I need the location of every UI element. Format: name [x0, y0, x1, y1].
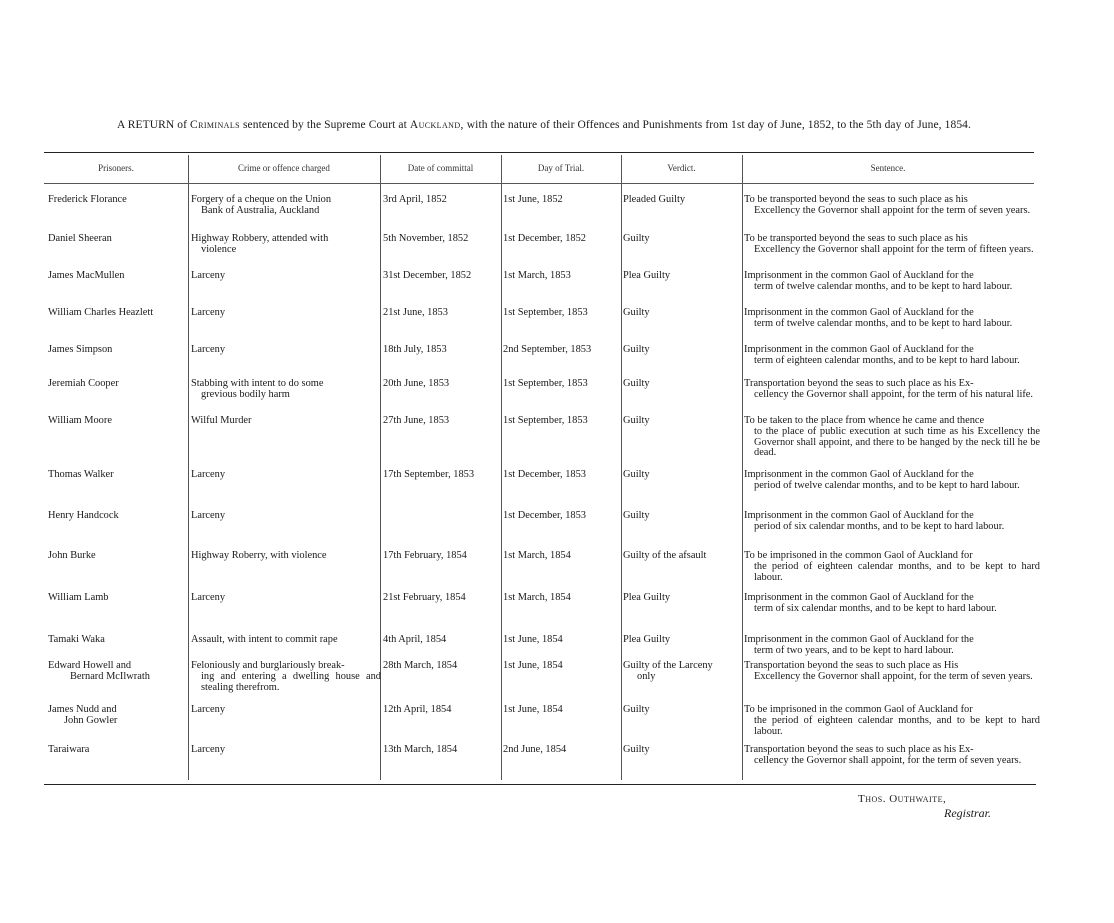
- verdict-cell: Guilty: [623, 344, 650, 355]
- sentence-cell: To be transported beyond the seas to such place as his Excellency the Governor shall appoint for the term of seven years.: [744, 194, 1031, 216]
- sentence-cell: Transportation beyond the seas to such place as his Ex- cellency the Governor shall appoint, for the term of his natural life.: [744, 378, 1034, 400]
- committal-date: 17th February, 1854: [383, 550, 467, 561]
- committal-date: 31st December, 1852: [383, 270, 472, 281]
- prisoner-name: William Charles Heazlett: [48, 307, 154, 318]
- crime-cell: Larceny: [191, 510, 226, 521]
- trial-date: 1st September, 1853: [503, 307, 588, 318]
- verdict-cell: Plea Guilty: [623, 592, 671, 603]
- verdict-cell: Guilty: [623, 469, 650, 480]
- trial-date: 1st March, 1854: [503, 550, 571, 561]
- verdict-cell: Guilty: [623, 233, 650, 244]
- trial-date: 1st June, 1854: [503, 660, 563, 671]
- prisoner-name: Daniel Sheeran: [48, 233, 112, 244]
- column-divider: [742, 155, 743, 780]
- verdict-cell: Plea Guilty: [623, 634, 671, 645]
- column-divider: [501, 155, 502, 780]
- column-divider: [621, 155, 622, 780]
- trial-date: 1st June, 1852: [503, 194, 563, 205]
- sentence-cell: To be imprisoned in the common Gaol of Auckland for the period of eighteen calendar months, and to be kept to hard labour.: [744, 704, 1040, 737]
- trial-date: 1st December, 1853: [503, 510, 586, 521]
- prisoner-name: Thomas Walker: [48, 469, 114, 480]
- committal-date: 20th June, 1853: [383, 378, 450, 389]
- committal-date: 5th November, 1852: [383, 233, 469, 244]
- trial-date: 1st June, 1854: [503, 704, 563, 715]
- sentence-cell: Transportation beyond the seas to such place as his Ex- cellency the Governor shall appoint, for the term of seven years.: [744, 744, 1022, 766]
- header-prisoners: Prisoners.: [98, 163, 134, 173]
- committal-date: 21st June, 1853: [383, 307, 448, 318]
- committal-date: 21st February, 1854: [383, 592, 466, 603]
- header-trial: Day of Trial.: [537, 163, 585, 173]
- verdict-cell: Pleaded Guilty: [623, 194, 686, 205]
- sentence-cell: To be taken to the place from whence he came and thence to the place of public execution at such time as his Excellency the Governor shall appoint, and there to be hanged by the neck till he be dead.: [744, 415, 1040, 459]
- registrar-signature: [858, 792, 991, 820]
- trial-date: 2nd June, 1854: [503, 744, 567, 755]
- verdict-cell: Guilty of the Larceny only: [623, 660, 713, 682]
- committal-date: 12th April, 1854: [383, 704, 452, 715]
- committal-date: 4th April, 1854: [383, 634, 447, 645]
- trial-date: 1st December, 1853: [503, 469, 586, 480]
- prisoner-name: James Simpson: [48, 344, 113, 355]
- header-verdict: Verdict.: [667, 163, 696, 173]
- top-rule: [44, 152, 1034, 153]
- crime-cell: Feloniously and burglariously break- ing and entering a dwelling house and stealing therefrom.: [191, 660, 381, 693]
- crime-cell: Stabbing with intent to do some grevious bodily harm: [191, 378, 324, 400]
- trial-date: 1st September, 1853: [503, 415, 588, 426]
- verdict-cell: Guilty: [623, 415, 650, 426]
- verdict-cell: Guilty: [623, 704, 650, 715]
- prisoner-name: Edward Howell and Bernard McIlwrath: [48, 660, 150, 682]
- committal-date: 18th July, 1853: [383, 344, 447, 355]
- document-title: A RETURN of Criminals sentenced by the Supreme Court at Auckland, with the nature of their Offences and Punishments from 1st day of June, 1852, to the 5th day of June, 1854.: [116, 119, 972, 131]
- prisoner-name: Tamaki Waka: [48, 634, 105, 645]
- prisoner-name: John Burke: [48, 550, 96, 561]
- prisoner-name: James Nudd and John Gowler: [48, 704, 118, 726]
- sentence-cell: Imprisonment in the common Gaol of Auckland for the term of twelve calendar months, and to be kept to hard labour.: [744, 270, 1013, 292]
- sentence-cell: Imprisonment in the common Gaol of Auckland for the period of twelve calendar months, and to be kept to hard labour.: [744, 469, 1020, 491]
- crime-cell: Larceny: [191, 270, 226, 281]
- committal-date: 28th March, 1854: [383, 660, 458, 671]
- column-divider: [188, 155, 189, 780]
- registrar-name: Thos. Outhwaite,: [858, 793, 947, 805]
- crime-cell: Larceny: [191, 704, 226, 715]
- crime-cell: Larceny: [191, 592, 226, 603]
- verdict-cell: Guilty: [623, 744, 650, 755]
- trial-date: 1st December, 1852: [503, 233, 586, 244]
- prisoner-name: Taraiwara: [48, 744, 90, 755]
- sentence-cell: To be imprisoned in the common Gaol of Auckland for the period of eighteen calendar months, and to be kept to hard labour.: [744, 550, 1040, 583]
- crime-cell: Larceny: [191, 307, 226, 318]
- prisoner-name: James MacMullen: [48, 270, 125, 281]
- crime-cell: Assault, with intent to commit rape: [191, 634, 338, 645]
- registrar-title: Registrar.: [944, 806, 992, 820]
- verdict-cell: Guilty: [623, 510, 650, 521]
- prisoner-name: Henry Handcock: [48, 510, 119, 521]
- committal-date: 3rd April, 1852: [383, 194, 447, 205]
- crime-cell: Larceny: [191, 744, 226, 755]
- header-sentence: Sentence.: [870, 163, 906, 173]
- crime-cell: Highway Roberry, with violence: [191, 550, 327, 561]
- sentence-cell: Imprisonment in the common Gaol of Auckland for the period of six calendar months, and to be kept to hard labour.: [744, 510, 1005, 532]
- sentence-cell: Imprisonment in the common Gaol of Auckland for the term of twelve calendar months, and to be kept to hard labour.: [744, 307, 1013, 329]
- verdict-cell: Guilty: [623, 378, 650, 389]
- trial-date: 1st September, 1853: [503, 378, 588, 389]
- verdict-cell: Guilty: [623, 307, 650, 318]
- sentence-cell: Imprisonment in the common Gaol of Auckland for the term of two years, and to be kept to hard labour.: [744, 634, 974, 656]
- verdict-cell: Plea Guilty: [623, 270, 671, 281]
- crime-cell: Larceny: [191, 469, 226, 480]
- sentence-cell: Imprisonment in the common Gaol of Auckland for the term of eighteen calendar months, and to be kept to hard labour.: [744, 344, 1020, 366]
- committal-date: 27th June, 1853: [383, 415, 450, 426]
- sentence-cell: Imprisonment in the common Gaol of Auckland for the term of six calendar months, and to be kept to hard labour.: [744, 592, 997, 614]
- header-crime: Crime or offence charged: [238, 163, 330, 173]
- prisoner-name: Frederick Florance: [48, 194, 127, 205]
- trial-date: 1st March, 1854: [503, 592, 571, 603]
- committal-date: 13th March, 1854: [383, 744, 458, 755]
- sentence-cell: Transportation beyond the seas to such place as His Excellency the Governor shall appoint, for the term of seven years.: [744, 660, 1033, 682]
- crime-cell: Wilful Murder: [191, 415, 252, 426]
- trial-date: 1st March, 1853: [503, 270, 571, 281]
- crime-cell: Larceny: [191, 344, 226, 355]
- crime-cell: Highway Robbery, attended with violence: [191, 233, 329, 255]
- prisoner-name: Jeremiah Cooper: [48, 378, 119, 389]
- verdict-cell: Guilty of the afsault: [623, 550, 707, 561]
- header-rule: [44, 183, 1034, 184]
- bottom-rule: [44, 784, 1036, 785]
- sentence-cell: To be transported beyond the seas to such place as his Excellency the Governor shall appoint for the term of fifteen years.: [744, 233, 1034, 255]
- prisoner-name: William Lamb: [48, 592, 109, 603]
- trial-date: 2nd September, 1853: [503, 344, 592, 355]
- prisoner-name: William Moore: [48, 415, 112, 426]
- crime-cell: Forgery of a cheque on the Union Bank of Australia, Auckland: [191, 194, 332, 216]
- header-date: Date of committal: [407, 163, 474, 173]
- committal-date: 17th September, 1853: [383, 469, 475, 480]
- trial-date: 1st June, 1854: [503, 634, 563, 645]
